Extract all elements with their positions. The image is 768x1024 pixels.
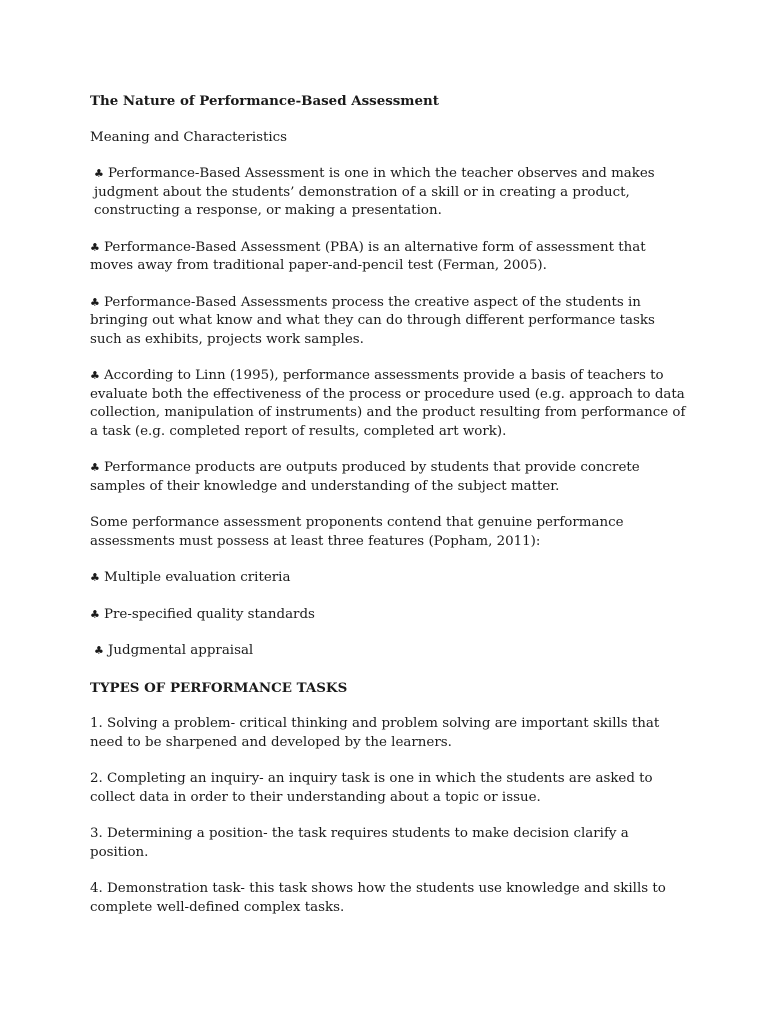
bullet-paragraph <box>90 239 690 276</box>
club-bullet-icon: ♣ <box>90 295 100 309</box>
club-bullet-icon: ♣ <box>90 369 100 382</box>
club-bullet-icon: ♣ <box>94 644 104 657</box>
type-item: 3. Determining a position- the task requires students to make decision clarify a position. <box>90 826 629 860</box>
bullet-paragraph <box>90 165 690 221</box>
club-bullet-icon: ♣ <box>94 167 104 180</box>
bullet-text: Performance-Based Assessment (PBA) is an alternative form of assessment that moves away from traditional paper-and-pencil test (Ferman, 2005). <box>90 239 646 273</box>
club-bullet-icon: ♣ <box>90 571 100 584</box>
type-item: 4. Demonstration task- this task shows how the students use knowledge and skills to complete well-defined complex tasks. <box>90 881 666 915</box>
feature-text: Judgmental appraisal <box>108 643 254 658</box>
type-item: 2. Completing an inquiry- an inquiry task is one in which the students are asked to collect data in order to their understanding about a topic or issue. <box>90 771 653 805</box>
feature-text: Pre-specified quality standards <box>104 606 315 622</box>
bullet-paragraph <box>90 459 690 496</box>
document-title: The Nature of Performance-Based Assessment <box>90 93 439 109</box>
types-heading: TYPES OF PERFORMANCE TASKS <box>90 679 348 696</box>
feature-text: Multiple evaluation criteria <box>104 570 291 585</box>
bullet-paragraph <box>90 367 690 441</box>
document-subtitle: Meaning and Characteristics <box>90 129 288 145</box>
feature-item <box>90 642 690 661</box>
bullet-text: Performance-Based Assessment is one in which the teacher observes and makes judgment about the students’ demonstration of a skill or in creating a product, constructing a response, or making a presentation. <box>94 166 655 218</box>
feature-item <box>90 606 690 625</box>
feature-item <box>90 569 690 588</box>
bullet-text: Performance-Based Assessments process the creative aspect of the students in bringing out what know and what they can do through different performance tasks such as exhibits, projects work samples. <box>90 294 655 347</box>
club-bullet-icon: ♣ <box>90 240 100 254</box>
bullet-text: Performance products are outputs produced by students that provide concrete samples of their knowledge and understanding of the subject matter. <box>90 460 640 494</box>
club-bullet-icon: ♣ <box>90 607 100 621</box>
document-page <box>90 92 690 935</box>
type-item: 1. Solving a problem- critical thinking and problem solving are important skills that need to be sharpened and developed by the learners. <box>90 716 660 750</box>
features-intro: Some performance assessment proponents contend that genuine performance assessments must possess at least three features (Popham, 2011): <box>90 515 624 549</box>
bullet-paragraph <box>90 294 690 350</box>
bullet-text: According to Linn (1995), performance assessments provide a basis of teachers to evaluate both the effectiveness of the process or procedure used (e.g. approach to data collection, manipulation of instruments) and the product resulting from performance of a task (e.g. completed report of results, completed art work). <box>90 368 686 439</box>
club-bullet-icon: ♣ <box>90 461 100 474</box>
